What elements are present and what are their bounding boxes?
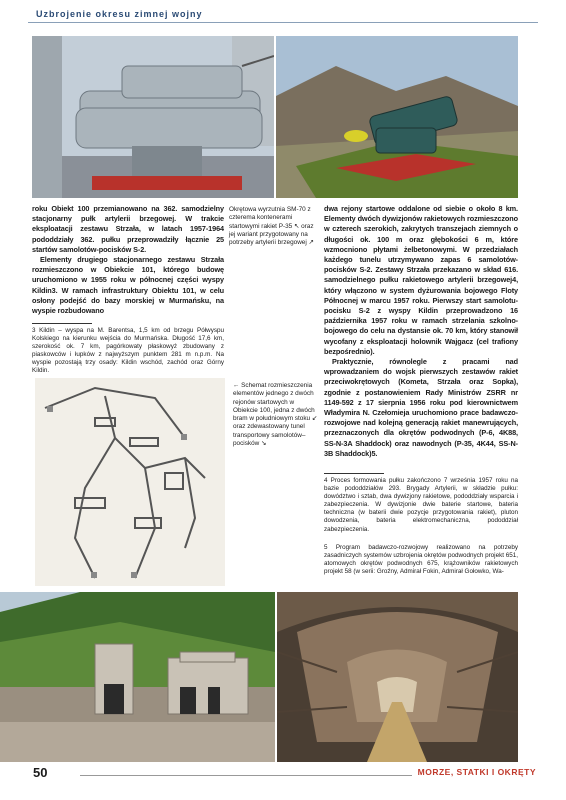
footnote-4-text: 4 Proces formowania pułku zakończono 7 września 1957 roku na bazie pododdziałów 293. Brygady Artylerii, w składzie pułku: dowództwo i sztab, dwa dywizjony rakietowe, pododdziały wsparcia i zabezpieczenia. W dywizjonie dwie baterie startowe, bateria techniczna (w baterii dwie pozycje przygotowania rakiet), pluton dowodzenia, bateria elektromechaniczna, pododdział zabezpieczenia.	[324, 477, 518, 533]
footnote-5	[324, 544, 518, 576]
col1-paragraph-1: roku Obiekt 100 przemianowano na 362. samodzielny stacjonarny pułk artylerii brzegowej. W trakcie eksploatacji zestawu Strzała, w latach 1957-1964 pododdziały 362. pułku przeprowadziły łącznie 25 startów samolotów-pocisków S-2.	[32, 204, 224, 254]
column-1-text	[32, 204, 224, 316]
photo-bunker-gate	[0, 592, 275, 762]
page-number: 50	[33, 765, 48, 780]
site-plan-diagram	[35, 378, 225, 586]
footnote-rule-2	[324, 473, 384, 474]
section-title: Uzbrojenie okresu zimnej wojny	[36, 9, 203, 19]
photo-tunnel	[277, 592, 518, 762]
col3-paragraph-1: dwa rejony startowe oddalone od siebie o około 8 km. Elementy dwóch dywizjonów rakietowych rozmieszczono w czterech szerokich, zakrytych transzejach ziemnych o długości ok. 100 m oraz głębokości 6 m, które wzmocniono płytami żelbetonowymi. W przedziałach każdego tunelu utrzymywano zapas 6 samolotów-pocisków S-2. Zestawy Strzała przekazano w skład 616. samodzielnego pułku rakietowego artylerii brzegowej4, który włączono w system dyżurowania bojowego Floty Północnej w marcu 1957 roku. Pierwszy start samolotu-pocisku S-2 z wyspy Kildin przeprowadzono 16 października 1957 roku w ramach strzelania szkolno-bojowego do celu na dystansie ok. 70 km, który stanowił wycofany z eksploatacji holownik Wajgacz (cel trafiony bezpośrednio).	[324, 204, 518, 356]
footnote-3	[32, 327, 224, 376]
col3-paragraph-2: Praktycznie, równolegle z pracami nad wprowadzaniem do wojsk pierwszych zestawów rakiet przeciwokrętowych (Kometa, Strzała oraz Sopka), zgodnie z postanowieniem Rady Ministrów ZSRR nr 1149-592 z 17 sierpnia 1956 roku pod kierownictwem Władymira N. Czełomieja uruchomiono prace badawczo-rozwojowe nad kolejną generacją rakiet manewrujących, przeznaczonych dla okrętów podwodnych (P-6, 4K88, SS-N-3A Shaddock) oraz nawodnych (P-35, 4K44, SS-N-3B Shaddock)5.	[324, 357, 518, 458]
column-3-text	[324, 204, 518, 459]
caption-site-plan-text: ← Schemat rozmieszczenia elementów jednego z dwóch rejonów startowych w Obiekcie 100, jedna z dwóch bram w południowym stoku ↙ oraz zdewastowany tunel transportowy samolotów–pocisków ↘	[233, 382, 318, 448]
footnote-3-text: 3 Kildin – wyspa na M. Barentsa, 1,5 km od brzegu Półwyspu Kolskiego na kierunku wejścia do Murmańska. Długość 17,6 km, szerokość ok. 7 km, pagórkowaty płaskowyż zbudowany z piaskowców i łupków z najwyższym punktem 281 m n.p.m. Na wyspie pozostają trzy osady: Kildin wschód, zachód oraz Górny Kildin.	[32, 327, 224, 375]
col1-paragraph-2: Elementy drugiego stacjonarnego zestawu Strzała rozmieszczono w Obiekcie 101, którego budowę uruchomiono w 1955 roku w północnej części wyspy Kildin3. W ramach infrastruktury Obiektu 101, w celu osłony podejść do bazy morskiej w Murmańsku, na wyspie rozbudowano	[32, 255, 224, 316]
photo-ship-launcher	[32, 36, 274, 198]
magazine-brand: MORZE, STATKI I OKRĘTY	[412, 767, 536, 777]
footnote-rule	[32, 323, 92, 324]
caption-launcher-text: Okrętowa wyrzutnia SM-70 z czterema kontenerami startowymi rakiet P-35 ↖ oraz jej wariant przygotowany na potrzeby artylerii brzegowej ↗	[229, 206, 314, 247]
photo-coastal-launcher	[276, 36, 518, 198]
footnote-4	[324, 477, 518, 534]
header-rule	[28, 22, 538, 23]
caption-launcher-photos	[229, 206, 315, 247]
footnote-5-text: 5 Program badawczo-rozwojowy realizowano na potrzeby zasadniczych systemów uzbrojenia okrętów podwodnych projekt 651, atomowych okrętów podwodnych 675, krążowników rakietowych projekt 58 (w serii: Groźny, Admirał Fokin, Admirał Gołowko, Wa-	[324, 544, 518, 576]
caption-site-plan	[233, 382, 319, 448]
